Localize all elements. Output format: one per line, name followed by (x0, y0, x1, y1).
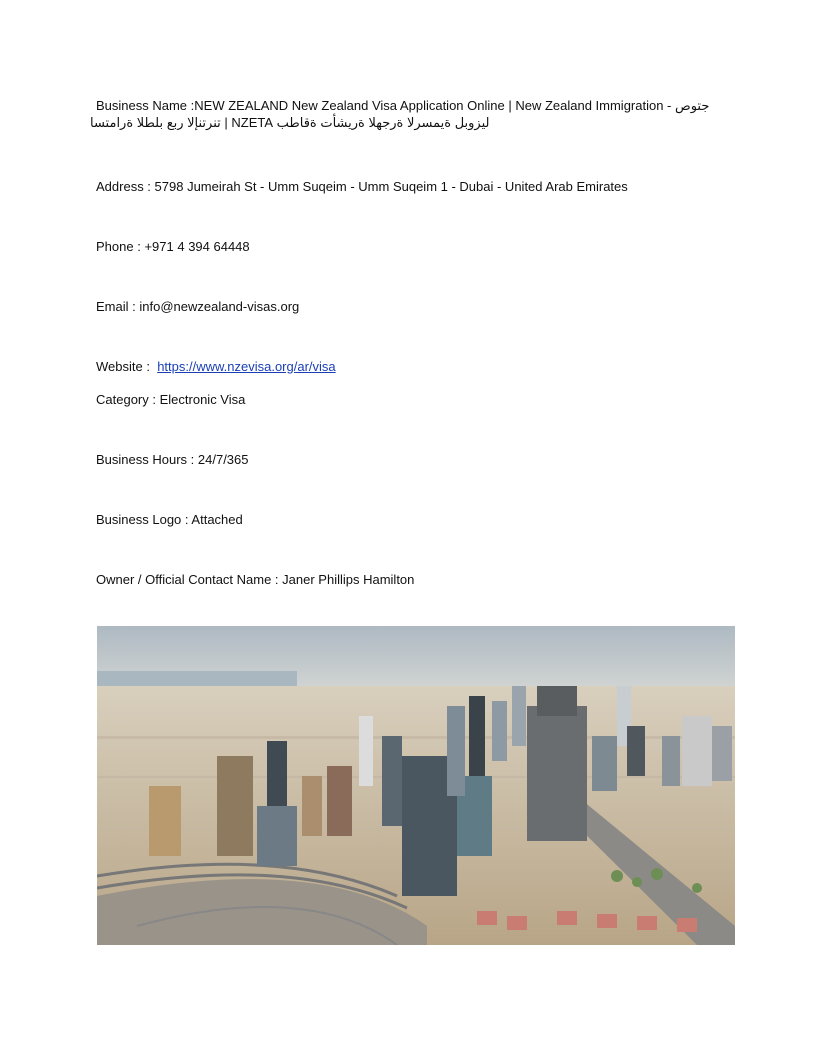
website-link[interactable]: https://www.nzevisa.org/ar/visa (157, 359, 336, 374)
address-line (96, 179, 628, 195)
business-hours-line (96, 452, 249, 468)
business-name-label: Business Name : (96, 98, 195, 113)
business-name-continuation: ليزوبل ةيمسرلا ةرجهلا ةريشأت ةقاطب NZETA | تنرتنإلا ربع بلطلا ةرامتسا (90, 115, 490, 130)
category-label: Category : (96, 392, 156, 407)
owner-label: Owner / Official Contact Name : (96, 572, 279, 587)
phone-value: +971 4 394 64448 (144, 239, 250, 254)
address-label: Address : (96, 179, 151, 194)
business-hours-value: 24/7/365 (197, 452, 249, 467)
email-line (96, 299, 299, 315)
business-name-value: NEW ZEALAND New Zealand Visa Application Online | New Zealand Immigration - جتوص (194, 98, 710, 113)
business-logo-line (96, 512, 243, 528)
business-hours-label: Business Hours : (96, 452, 195, 467)
owner-line (96, 572, 414, 588)
website-label: Website : (96, 359, 150, 374)
phone-label: Phone : (96, 239, 141, 254)
city-skyline-photo (97, 626, 735, 945)
business-logo-value: Attached (191, 512, 243, 527)
email-value: info@newzealand-visas.org (139, 299, 300, 314)
website-line (96, 359, 336, 375)
phone-line (96, 239, 250, 255)
address-value: 5798 Jumeirah St - Umm Suqeim - Umm Suqeim 1 - Dubai - United Arab Emirates (154, 179, 628, 194)
business-logo-label: Business Logo : (96, 512, 189, 527)
category-line (96, 392, 245, 408)
business-name-line (96, 98, 709, 114)
category-value: Electronic Visa (159, 392, 246, 407)
owner-value: Janer Phillips Hamilton (282, 572, 415, 587)
email-label: Email : (96, 299, 136, 314)
